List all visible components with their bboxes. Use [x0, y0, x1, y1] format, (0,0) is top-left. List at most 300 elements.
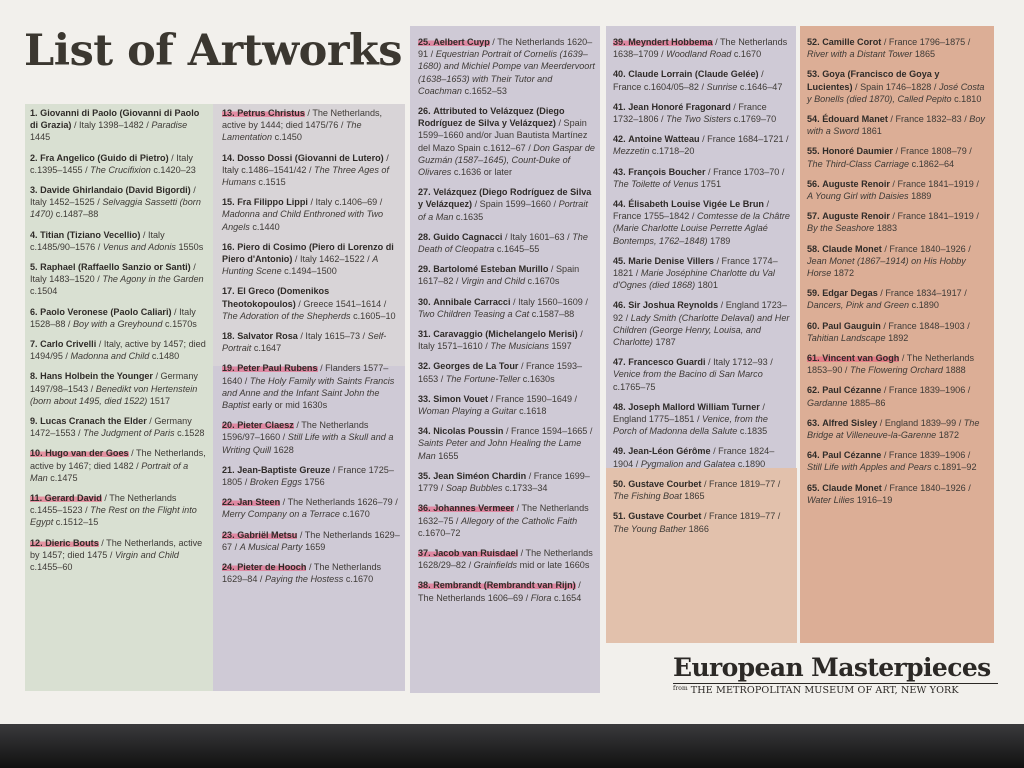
artwork-date: c.1450 [272, 132, 302, 143]
artwork-date: c.1718–20 [649, 146, 695, 157]
artist-heading [30, 416, 147, 426]
artwork-number: 40. [613, 69, 626, 80]
artwork-entry [613, 445, 791, 469]
artist-dates: / England 1723–92 / [613, 300, 787, 323]
artwork-entry [418, 263, 596, 287]
artwork-number: 15. [222, 197, 235, 208]
artwork-date: early or mid 1630s [249, 400, 328, 411]
artist-dates: / Italy c.1485/90–1576 / [30, 229, 165, 252]
artwork-date: c.1630s [520, 373, 555, 384]
highlighted-artist [418, 548, 518, 558]
highlighted-artist [418, 37, 490, 47]
artwork-date: c.1646–47 [737, 81, 783, 92]
artist-dates: / France 1839–1906 / [881, 385, 971, 396]
artist-heading [418, 264, 548, 274]
artwork-number: 46. [613, 300, 626, 311]
artwork-date: 1872 [831, 268, 855, 279]
artwork-entry [222, 330, 400, 354]
artwork-entry [418, 360, 596, 384]
artwork-title: Boy with a Sword [807, 114, 985, 137]
artwork-date: 1787 [652, 337, 676, 348]
artwork-title: The Two Sisters [666, 114, 732, 125]
artwork-number: 41. [613, 101, 626, 112]
artist-dates: / The Netherlands 1596/97–1660 / [222, 420, 369, 443]
artist-name: Petrus Christus [237, 108, 305, 118]
artwork-entry [418, 547, 596, 571]
artwork-date: c.1652–53 [461, 85, 507, 96]
artwork-title: Venus and Adonis [102, 241, 176, 252]
artwork-entry [30, 107, 208, 144]
artwork-date: 1916–19 [854, 494, 893, 505]
artwork-title: The Holy Family with Saints Francis and Anne and the Infant Saint John the Baptist [222, 375, 395, 411]
artist-heading [613, 69, 759, 79]
artwork-title: Portrait of a Man [30, 460, 189, 483]
highlighted-artist [418, 503, 514, 513]
artwork-entry [807, 113, 987, 137]
artist-name: Auguste Renoir [822, 211, 890, 222]
artwork-number: 55. [807, 146, 820, 157]
artist-name: Georges de La Tour [433, 361, 519, 372]
highlighted-artist [30, 538, 99, 548]
artwork-date: mid or late 1660s [517, 560, 590, 571]
artwork-date: c.1504 [30, 286, 58, 297]
brand-museum: THE METROPOLITAN MUSEUM OF ART, NEW YORK [690, 685, 959, 696]
artwork-entry [613, 68, 791, 92]
artist-dates: / Italy 1483–1520 / [30, 262, 196, 285]
artwork-entry [30, 415, 208, 439]
artwork-entry [807, 145, 987, 169]
artist-dates: / Italy 1615–73 / [297, 331, 368, 342]
artwork-date: c.1670 [339, 509, 370, 520]
artist-dates: / France 1684–1721 / [699, 134, 789, 145]
artwork-entry [30, 447, 208, 484]
artist-name: Rembrandt (Rembrandt van Rijn) [433, 580, 576, 591]
artwork-number: 35. [418, 470, 431, 481]
artwork-date: 1655 [435, 450, 459, 461]
artwork-date: c.1420–23 [150, 164, 196, 175]
artwork-date: c.1890 [735, 458, 766, 469]
artwork-number: 60. [807, 320, 820, 331]
artwork-entry [222, 285, 400, 322]
artist-dates: / Italy c.1395–1455 / [30, 152, 193, 175]
artwork-number: 59. [807, 288, 820, 299]
artwork-title: Self-Portrait [222, 331, 387, 354]
artwork-title: The Death of Cleopatra [418, 231, 588, 255]
artist-heading [613, 479, 701, 489]
artwork-title: Woodland Road [666, 49, 732, 60]
artwork-number: 22. [222, 497, 235, 508]
artist-heading [613, 167, 706, 177]
artist-heading [30, 230, 140, 240]
artwork-entry [418, 231, 596, 255]
artwork-date: c.1654 [551, 592, 582, 603]
artist-dates: / France 1819–77 / [701, 511, 781, 522]
artwork-title: Jean Monet (1867–1914) on His Hobby Horse [807, 255, 966, 279]
highlighted-artist [222, 420, 294, 430]
artwork-column-5 [807, 36, 987, 514]
artwork-date: c.1647 [251, 343, 282, 354]
artwork-date: c.1494–1500 [281, 266, 337, 277]
artwork-number: 14. [222, 152, 235, 163]
artwork-title: Grainfields [473, 560, 518, 571]
artwork-title: Madonna and Child Enthroned with Two Angels [222, 209, 384, 232]
artist-dates: / The Netherlands c.1455–1523 / [30, 493, 177, 516]
artist-name: Auguste Renoir [822, 178, 890, 189]
artwork-number: 63. [807, 417, 820, 428]
artist-name: Hans Holbein the Younger [40, 371, 153, 382]
artwork-date: c.1835 [737, 426, 768, 437]
artist-name: Piero di Cosimo (Piero di Lorenzo di Piero d'Antonio) [222, 241, 394, 265]
artwork-date: 1756 [301, 477, 325, 488]
artist-heading [807, 37, 881, 47]
artist-dates: / France 1840–1926 / [881, 243, 971, 254]
artist-dates: / Spain 1599–1660 and/or Juan Bautista Martínez del Mazo Spain c.1612–67 / [418, 118, 588, 153]
artist-dates: / France 1848–1903 / [880, 320, 970, 331]
artwork-title: The Young Bather [613, 523, 687, 534]
artwork-title: Flora [530, 592, 552, 603]
artist-name: Honoré Daumier [822, 146, 893, 157]
artwork-entry [807, 384, 987, 408]
artwork-title: The Crucifixion [90, 164, 151, 175]
artist-dates: / Italy c.1486–1541/42 / [222, 152, 389, 175]
artwork-title: Comtesse de la Châtre (Marie Charlotte Louise Perrette Aglaé Bontemps, 1762–1848) [613, 211, 790, 246]
artist-name: Hugo van der Goes [45, 448, 129, 459]
artwork-title: Virgin and Child [460, 276, 526, 287]
artist-heading [30, 262, 191, 272]
artwork-number: 56. [807, 178, 820, 189]
artist-dates: / England 1839–99 / [877, 417, 964, 428]
artwork-title: The Bridge at Villeneuve-la-Garenne [807, 417, 980, 441]
artwork-date: c.1515 [255, 177, 286, 188]
artist-dates: / The Netherlands 1628/29–82 / [418, 547, 593, 571]
artwork-title: Woman Playing a Guitar [418, 406, 517, 417]
artwork-title: Tahitian Landscape [807, 332, 886, 343]
artist-heading [613, 256, 714, 266]
artwork-date: c.1475 [47, 472, 78, 483]
artist-name: Édouard Manet [822, 114, 888, 125]
artwork-date: 1883 [874, 223, 898, 234]
artwork-date: c.1587–88 [529, 308, 575, 319]
artwork-entry [418, 36, 596, 97]
artwork-entry [613, 101, 791, 125]
artwork-entry [418, 502, 596, 539]
artwork-number: 28. [418, 231, 431, 242]
artwork-number: 23. [222, 529, 235, 540]
artwork-date: 1628 [271, 444, 294, 455]
artwork-entry [807, 482, 987, 506]
artwork-date: 1751 [698, 178, 722, 189]
artist-name: Davide Ghirlandaio (David Bigordi) [40, 185, 191, 196]
artwork-date: c.1670 [731, 49, 762, 60]
artwork-title: Equestrian Portrait of Cornelis (1639–1680) and Michiel Pompe van Meerdervoort (1638–1653) with Their Tutor and Coachman [418, 49, 595, 96]
artist-dates: / Italy c.1406–69 / [307, 197, 383, 208]
artwork-number: 24. [222, 562, 235, 573]
artist-dates: / Italy, active by 1457; died 1494/95 / [30, 339, 206, 362]
artwork-number: 51. [613, 511, 626, 522]
artwork-date: 1889 [908, 191, 932, 202]
artwork-number: 20. [222, 420, 235, 431]
artwork-title: Madonna and Child [70, 351, 150, 362]
artwork-title: Virgin and Child [114, 549, 179, 560]
artwork-date: c.1765–75 [613, 381, 656, 392]
artwork-entry [613, 510, 791, 534]
artwork-date: 1789 [707, 235, 731, 246]
artwork-date: c.1670s [525, 276, 560, 287]
artwork-entry [222, 362, 400, 411]
artwork-number: 62. [807, 385, 820, 396]
artwork-number: 43. [613, 166, 626, 177]
artwork-number: 58. [807, 243, 820, 254]
artwork-entry [807, 210, 987, 234]
artist-heading [613, 402, 760, 412]
artwork-title: Venice, from the Porch of Madonna della Salute [613, 414, 768, 437]
artwork-column-4 [613, 36, 791, 543]
artist-name: Dieric Bouts [45, 537, 99, 548]
artwork-date: 1659 [302, 541, 326, 552]
artwork-entry [418, 328, 596, 352]
artist-dates: / France 1808–79 / [892, 146, 972, 157]
artwork-date: c.1670–72 [418, 527, 461, 538]
page-title: List of Artworks [24, 26, 402, 76]
artist-name: Camille Corot [822, 37, 882, 47]
artwork-date: c.1570s [162, 318, 197, 329]
artist-heading [807, 244, 882, 254]
artwork-title: The Three Ages of Humans [222, 164, 390, 188]
artwork-column-2 [222, 107, 400, 594]
artwork-entry [418, 186, 596, 223]
artwork-entry [222, 561, 400, 585]
artwork-number: 61. [807, 353, 820, 364]
artwork-number: 4. [30, 229, 38, 240]
artwork-date: 1892 [885, 332, 909, 343]
artist-name: Salvator Rosa [237, 331, 298, 342]
artwork-entry [30, 152, 208, 176]
artist-name: Peter Paul Rubens [237, 363, 318, 374]
artwork-title: A Young Girl with Daisies [807, 191, 909, 202]
artist-name: Dosso Dossi (Giovanni de Lutero) [237, 152, 384, 163]
artist-name: Giovanni di Paolo (Giovanni di Paolo di Grazia) [30, 108, 200, 131]
artwork-entry [418, 579, 596, 603]
artwork-title: River with a Distant Tower [807, 49, 913, 60]
artwork-number: 64. [807, 450, 820, 461]
artist-dates: / France 1834–1917 / [877, 288, 967, 299]
artwork-date: c.1487–88 [53, 209, 99, 220]
artwork-title: The Rest on the Flight into Egypt [30, 505, 197, 528]
artist-name: Fra Filippo Lippi [237, 197, 308, 208]
artwork-number: 32. [418, 361, 431, 372]
artist-name: Alfred Sisley [822, 417, 878, 428]
artwork-number: 44. [613, 199, 626, 210]
artist-dates: / The Netherlands, active by 1457; died 1475 / [30, 537, 203, 560]
artwork-date: c.1733–34 [502, 483, 548, 494]
artwork-entry [807, 417, 987, 441]
artwork-title: Merry Company on a Terrace [222, 509, 340, 520]
artist-dates: / The Netherlands 1629–67 / [222, 529, 400, 552]
artist-dates: / France 1796–1875 / [881, 37, 971, 47]
artwork-title: Paying the Hostess [264, 574, 344, 585]
artist-heading [222, 153, 384, 163]
artist-name: Élisabeth Louise Vigée Le Brun [628, 199, 764, 210]
artwork-title: Mezzetin [613, 146, 650, 157]
artist-dates: / France 1732–1806 / [613, 101, 767, 125]
artwork-title: A Hunting Scene [222, 254, 378, 277]
artwork-date: 1597 [548, 341, 572, 352]
artist-dates: / France c.1604/05–82 / [613, 69, 764, 92]
artist-heading [807, 288, 878, 298]
artwork-title: Water Lilies [807, 494, 855, 505]
artwork-number: 17. [222, 286, 235, 297]
artwork-number: 49. [613, 446, 626, 457]
artwork-title: Boy with a Greyhound [72, 318, 163, 329]
artist-name: Paolo Veronese (Paolo Caliari) [40, 306, 172, 317]
artwork-entry [222, 196, 400, 233]
artist-heading [418, 394, 488, 404]
artwork-entry [30, 537, 208, 574]
artwork-title: Don Gaspar de Guzmán (1587–1645), Count-Duke of Olivares [418, 142, 595, 178]
artwork-entry [807, 68, 987, 105]
artist-heading [222, 465, 330, 475]
artwork-date: c.1810 [951, 93, 982, 104]
artist-heading [418, 426, 503, 436]
artwork-number: 3. [30, 185, 38, 196]
artwork-title: The Toilette of Venus [613, 178, 699, 189]
artwork-number: 39. [613, 37, 626, 47]
artist-name: Raphael (Raffaello Sanzio or Santi) [40, 262, 191, 273]
artwork-title: Still Life with Apples and Pears [807, 462, 932, 473]
artwork-number: 2. [30, 152, 38, 163]
artwork-date: 1517 [147, 395, 171, 406]
artwork-entry [222, 107, 400, 144]
artist-dates: / Spain 1599–1660 / [472, 199, 559, 210]
artwork-entry [807, 36, 987, 60]
artwork-number: 30. [418, 296, 431, 307]
artwork-entry [807, 449, 987, 473]
artist-name: Marie Denise Villers [628, 255, 714, 266]
artwork-title: A Musical Party [239, 541, 303, 552]
artist-heading [807, 179, 890, 189]
artist-dates: / Germany 1497/98–1543 / [30, 371, 198, 394]
artist-dates: / Flanders 1577–1640 / [222, 363, 389, 386]
highlighted-artist [222, 108, 305, 118]
artwork-entry [613, 478, 791, 502]
artwork-number: 26. [418, 106, 431, 117]
artwork-number: 19. [222, 363, 235, 374]
artist-name: Claude Monet [822, 482, 882, 493]
artist-heading [613, 199, 764, 209]
highlighted-artist [222, 497, 280, 507]
artwork-date: c.1890 [909, 300, 939, 311]
artwork-date: 1888 [942, 365, 966, 376]
artist-name: Antoine Watteau [628, 134, 700, 145]
artwork-title: The Musicians [490, 341, 549, 352]
artist-name: Attributed to Velázquez (Diego Rodríguez de Silva y Velázquez) [418, 106, 565, 129]
artwork-date: c.1440 [249, 221, 280, 232]
artwork-column-3 [418, 36, 596, 612]
artwork-entry [613, 299, 791, 348]
artwork-date: 1801 [695, 280, 718, 291]
artist-dates: / France 1819–77 / [701, 478, 781, 489]
artwork-number: 36. [418, 503, 431, 514]
artwork-date: 1885–86 [847, 397, 886, 408]
artist-name: Annibale Carracci [433, 296, 511, 307]
artist-name: Goya (Francisco de Goya y Lucientes) [807, 69, 940, 92]
artist-heading [30, 185, 191, 195]
artwork-number: 33. [418, 393, 431, 404]
artist-name: Titian (Tiziano Vecellio) [40, 229, 141, 240]
artist-heading [613, 134, 700, 144]
artwork-date: c.1769–70 [731, 114, 777, 125]
artwork-title: Two Children Teasing a Cat [418, 308, 530, 319]
artwork-date: c.1670 [343, 574, 374, 585]
artwork-date: c.1891–92 [931, 462, 977, 473]
artwork-number: 38. [418, 580, 431, 591]
artist-dates: / The Netherlands 1629–84 / [222, 562, 382, 585]
artwork-entry [613, 198, 791, 247]
artist-dates: / France 1725–1805 / [222, 464, 394, 488]
artist-heading [418, 297, 511, 307]
artist-dates: / The Netherlands, active by 1444; died 1475/76 / [222, 108, 383, 131]
artist-name: Velázquez (Diego Rodríguez de Silva y Velázquez) [418, 187, 592, 210]
brand-rule [673, 683, 998, 684]
artist-name: Jan Steen [237, 497, 281, 508]
artwork-entry [418, 296, 596, 320]
artwork-number: 1. [30, 108, 38, 118]
artist-dates: / France 1699–1779 / [418, 470, 590, 494]
artist-dates: / The Netherlands 1606–69 / [418, 580, 581, 603]
artist-name: Lucas Cranach the Elder [40, 416, 147, 427]
artist-name: Aelbert Cuyp [433, 37, 490, 47]
artist-heading [418, 232, 502, 242]
artwork-entry [30, 306, 208, 330]
artist-name: Claude Lorrain (Claude Gelée) [628, 69, 759, 80]
artwork-number: 16. [222, 241, 235, 252]
artwork-title: Broken Eggs [249, 477, 302, 488]
artwork-number: 8. [30, 371, 38, 382]
artwork-date: c.1618 [516, 406, 547, 417]
artwork-number: 34. [418, 426, 431, 437]
artwork-title: Selvaggia Sassetti (born 1470) [30, 197, 201, 220]
artwork-entry [807, 178, 987, 202]
artwork-entry [30, 184, 208, 221]
artist-name: Simon Vouet [433, 393, 489, 404]
artwork-number: 37. [418, 547, 431, 558]
artwork-entry [30, 229, 208, 253]
artwork-number: 65. [807, 482, 820, 493]
artist-heading [613, 357, 706, 367]
artwork-entry [30, 370, 208, 407]
artwork-number: 11. [30, 493, 43, 504]
artist-name: Edgar Degas [822, 288, 878, 299]
artist-name: Jean Siméon Chardin [433, 470, 527, 481]
artist-dates: / France 1593–1653 / [418, 361, 583, 384]
artwork-number: 45. [613, 255, 626, 266]
artwork-number: 53. [807, 69, 820, 80]
artwork-title: By the Seashore [807, 223, 875, 234]
artist-heading [30, 153, 169, 163]
artwork-title: Gardanne [807, 397, 848, 408]
artwork-entry [418, 105, 596, 178]
artist-dates: / The Netherlands 1853–90 / [807, 353, 974, 376]
artist-dates: / The Netherlands 1620–91 / [418, 37, 593, 60]
artwork-entry [30, 261, 208, 298]
artist-dates: / France 1832–83 / [887, 114, 970, 125]
artwork-entry [807, 352, 987, 376]
artwork-entry [30, 338, 208, 362]
artwork-date: c.1645–55 [494, 244, 540, 255]
artist-heading [222, 197, 308, 207]
artist-name: Meyndert Hobbema [628, 37, 713, 47]
artwork-entry [222, 241, 400, 278]
